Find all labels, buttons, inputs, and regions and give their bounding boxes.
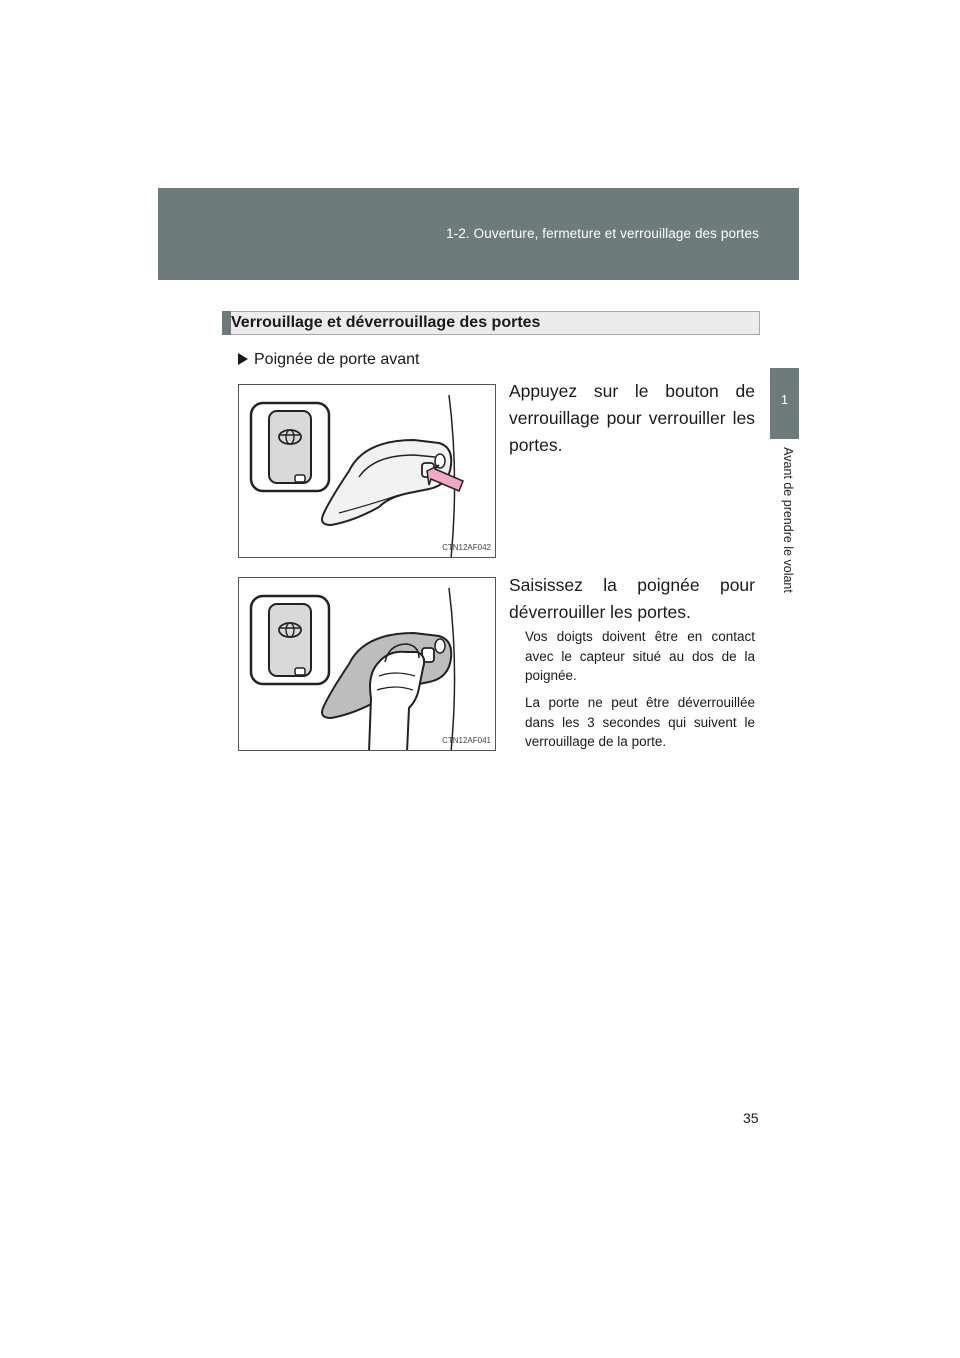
step-lock-text: Appuyez sur le bouton de verrouillage pour verrouiller les portes. [509, 381, 755, 455]
triangle-bullet-icon [238, 353, 248, 365]
chapter-number: 1 [780, 392, 789, 407]
door-handle-lock-illustration [239, 385, 496, 558]
header-title: 1-2. Ouverture, fermeture et verrouillage des portes [446, 226, 759, 241]
door-handle-unlock-illustration [239, 578, 496, 751]
figure-code: CTN12AF041 [442, 736, 491, 745]
page-number: 35 [743, 1110, 759, 1126]
section-heading [222, 311, 760, 335]
figure-unlock-door [238, 577, 496, 751]
chapter-tab [770, 368, 799, 439]
smart-key-icon [251, 403, 329, 491]
door-handle-icon [322, 440, 451, 525]
smart-key-icon [251, 596, 329, 684]
figure-code: CTN12AF042 [442, 543, 491, 552]
section-title: Verrouillage et déverrouillage des portes [231, 314, 541, 331]
header-band [158, 188, 799, 280]
bullet-text: Poignée de porte avant [254, 351, 420, 368]
note-sensor: Vos doigts doivent être en contact avec le capteur situé au dos de la poignée. [525, 629, 755, 683]
section-accent [222, 311, 231, 335]
note-delay: La porte ne peut être déverrouillée dans les 3 secondes qui suivent le verrouillage de la porte. [525, 695, 755, 749]
figure-lock-door [238, 384, 496, 558]
bullet-item [238, 351, 419, 369]
step-unlock-text: Saisissez la poignée pour déverrouiller les portes. [509, 575, 755, 622]
chapter-label: Avant de prendre le volant [781, 447, 795, 593]
